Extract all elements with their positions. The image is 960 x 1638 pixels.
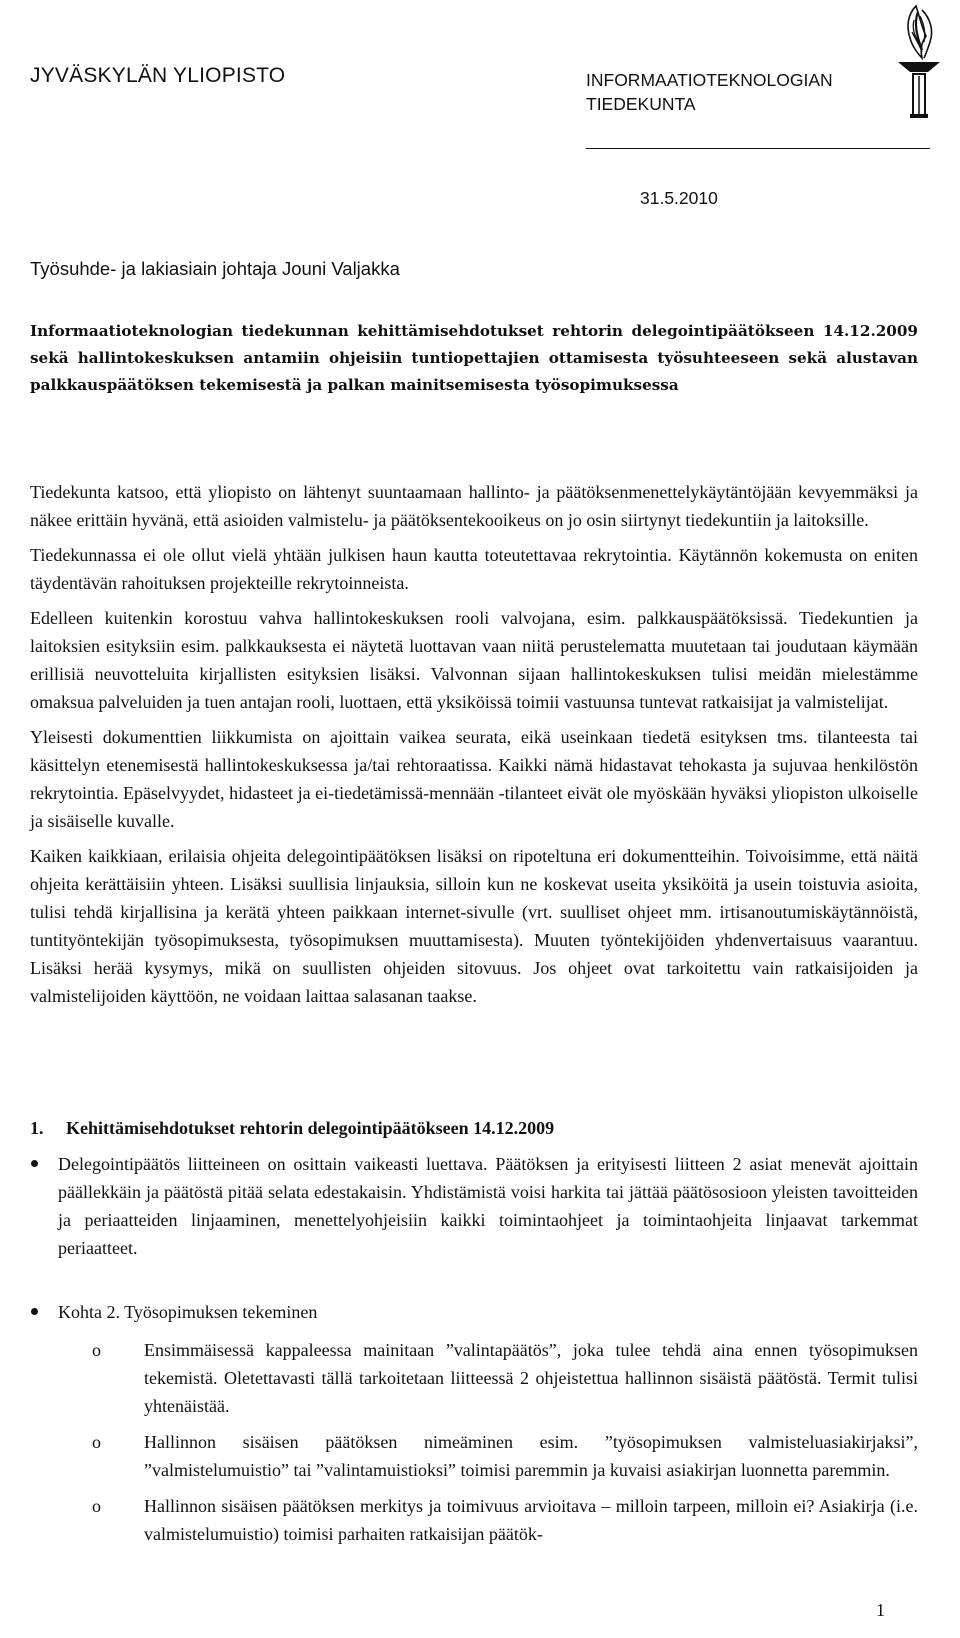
recipient: Työsuhde- ja lakiasiain johtaja Jouni Valjakka	[30, 258, 400, 279]
sub-list-item	[30, 1492, 918, 1548]
document-title: Informaatioteknologian tiedekunnan kehittämisehdotukset rehtorin delegointipäätökseen 14.12.2009 sekä hallintokeskuksen antamiin ohjeisiin tuntiopettajien ottamisesta työsuhteeseen sekä alustavan palkkauspäätöksen tekemisestä ja palkan mainitsemisesta työsopimuksessa	[30, 322, 918, 394]
list-item	[30, 1150, 918, 1262]
sub-bullet-marker: o	[92, 1496, 101, 1516]
sub-list-item-text: Ensimmäisessä kappaleessa mainitaan ”valintapäätös”, joka tulee tehdä aina ennen työsopimuksen tekemistä. Oletettavasti tällä tarkoitetaan liitteessä 2 ohjeistettua hallinnon sisäistä päätöstä. Termit tulisi yhtenäistää.	[144, 1340, 918, 1416]
faculty-name	[586, 68, 833, 116]
paragraph: Edelleen kuitenkin korostuu vahva hallintokeskuksen rooli valvojana, esim. palkkauspäätöksissä. Tiedekuntien ja laitoksien esityksiin esim. palkkauksesta ei näytetä luottavan vaan niitä perustelematta muutetaan tai joudutaan käymään erillisiä neuvotteluita kirjallisten esityksien lisäksi. Valvonnan sijaan hallintokeskuksen tulisi meidän mielestämme omaksua palveluiden ja tuen antajan rooli, luottaen, että yksiköissä toimii vastuunsa tuntevat ratkaisijat ja valmistelijat.	[30, 608, 918, 712]
header-divider	[586, 148, 930, 149]
paragraph: Tiedekunta katsoo, että yliopisto on lähtenyt suuntaamaan hallinto- ja päätöksenmenettelykäytäntöjään kevyemmäksi ja näkee erittäin hyvänä, että asioiden valmistelu- ja päätöksentekooikeus on jo osin siirtynyt tiedekuntiin ja laitoksille.	[30, 482, 918, 530]
bullet-icon	[30, 1298, 58, 1326]
list-item-text: Kohta 2. Työsopimuksen tekeminen	[58, 1302, 318, 1322]
document-date: 31.5.2010	[640, 188, 718, 208]
bullet-icon	[30, 1150, 58, 1262]
sub-bullet-marker: o	[92, 1340, 101, 1360]
bullet-list-2	[30, 1298, 918, 1556]
sub-list-item-text: Hallinnon sisäisen päätöksen merkitys ja toimivuus arvioitava – milloin tarpeen, milloin ei? Asiakirja (i.e. valmistelumuistio) toimisi parhaiten ratkaisijan päätök-	[144, 1496, 918, 1544]
page-number: 1	[876, 1600, 885, 1620]
section-heading-text: Kehittämisehdotukset rehtorin delegointipäätökseen 14.12.2009	[66, 1118, 555, 1138]
torch-logo-icon	[892, 2, 946, 120]
sub-bullet-marker: o	[92, 1432, 101, 1452]
sub-list-item	[30, 1428, 918, 1484]
paragraph: Tiedekunnassa ei ole ollut vielä yhtään julkisen haun kautta toteutettavaa rekrytointia. Käytännön kokemusta on eniten täydentävän rahoituksen projekteille rekrytoinneista.	[30, 545, 918, 593]
list-item	[30, 1298, 918, 1326]
faculty-line-1: INFORMAATIOTEKNOLOGIAN	[586, 70, 833, 90]
body-text	[30, 478, 918, 1017]
paragraph: Yleisesti dokumenttien liikkumista on ajoittain vaikea seurata, eikä useinkaan tiedetä esityksen tms. tilanteesta tai käsittelyn etenemisestä hallintokeskuksessa ja/tai rehtoraatissa. Kaikki nämä hidastavat tehokasta ja sujuvaa henkilöstön rekrytointia. Epäselvyydet, hidasteet ja ei-tiedetämissä-mennään -tilanteet eivät ole myöskään hyväksi yliopiston ulkoiselle ja sisäiselle kuvalle.	[30, 727, 918, 831]
list-item-text: Delegointipäätös liitteineen on osittain vaikeasti luettava. Päätöksen ja erityisesti liitteen 2 asiat menevät ajoittain päällekkäin ja päätöstä pitää selata edestakaisin. Yhdistämistä voisi harkita tai jättää päätösosioon yleisten tavoitteiden ja periaatteiden linjaaminen, menettelyohjeisiin kaikki toimintaohjeet ja toimintaohjeita linjaavat tarkemmat periaatteet.	[58, 1154, 918, 1258]
paragraph: Kaiken kaikkiaan, erilaisia ohjeita delegointipäätöksen lisäksi on ripoteltuna eri dokumentteihin. Toivoisimme, että näitä ohjeita kerättäisiin yhteen. Lisäksi suullisia linjauksia, silloin kun ne koskevat useita yksiköitä ja usein toistuvia asioita, tulisi tehdä kirjallisina ja kerätä yhteen paikkaan internet-sivulle (vrt. suulliset ohjeet mm. irtisanoutumiskäytännöistä, tuntityöntekijän työsopimuksesta, työsopimuksen muuttamisesta). Muuten työntekijöiden yhdenvertaisuus vaarantuu. Lisäksi herää kysymys, mikä on suullisten ohjeiden sitovuus. Jos ohjeet ovat tarkoitettu vain ratkaisijoiden ja valmistelijoiden käyttöön, ne voidaan laittaa salasanan taakse.	[30, 846, 918, 1006]
sub-list-item	[30, 1336, 918, 1420]
sub-list-item-text: Hallinnon sisäisen päätöksen nimeäminen esim. ”työsopimuksen valmisteluasiakirjaksi”, ”valmistelumuistio” tai ”valintamuistioksi” toimisi paremmin ja kuvaisi asiakirjan luonnetta paremmin.	[144, 1432, 918, 1480]
section-number: 1.	[30, 1118, 44, 1138]
faculty-line-2: TIEDEKUNTA	[586, 94, 696, 114]
bullet-list	[30, 1150, 918, 1270]
university-name: JYVÄSKYLÄN YLIOPISTO	[30, 64, 286, 87]
section-heading	[30, 1118, 554, 1139]
